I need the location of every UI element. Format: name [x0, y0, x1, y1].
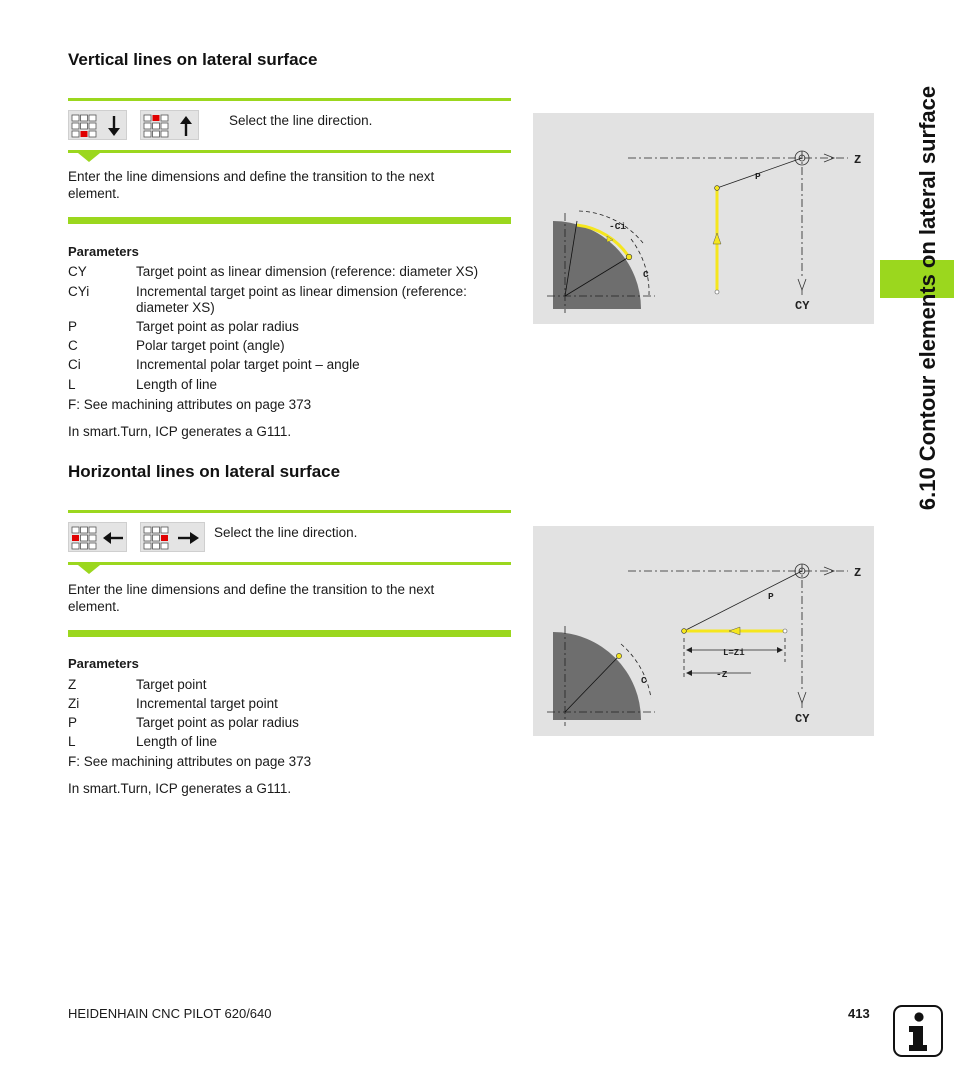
machining-attributes-link[interactable]: F: See machining attributes on page 373	[68, 754, 312, 769]
line-left-button[interactable]	[68, 522, 127, 552]
arrow-up-icon	[177, 115, 195, 137]
param-desc: Target point as polar radius	[136, 715, 299, 730]
step-arrow	[78, 565, 100, 574]
green-rule	[68, 562, 511, 565]
vertical-line-figure	[533, 113, 874, 324]
z-axis-label: Z	[854, 153, 862, 167]
green-rule	[68, 150, 511, 153]
info-icon[interactable]	[893, 1005, 943, 1057]
parameters-title: Parameters	[68, 244, 139, 259]
machining-attributes-link[interactable]: F: See machining attributes on page 373	[68, 397, 312, 412]
param-desc: Length of line	[136, 734, 218, 749]
param-key: Z	[68, 677, 77, 692]
lzi-label: L=Zi	[723, 648, 745, 658]
footer-product: HEIDENHAIN CNC PILOT 620/640	[68, 1006, 272, 1021]
grid-icon	[71, 114, 97, 138]
grid-icon	[143, 526, 169, 550]
minus-z-label: -Z	[716, 669, 728, 680]
enter-text-line1: Enter the line dimensions and define the transition to the next	[68, 582, 435, 597]
line-right-button[interactable]	[140, 522, 205, 552]
arrow-right-icon	[177, 529, 201, 547]
chapter-side-title	[912, 48, 944, 548]
line-up-button[interactable]	[140, 110, 199, 140]
ci-label: -Ci	[609, 221, 627, 232]
param-desc: Polar target point (angle)	[136, 338, 285, 353]
c-label: C	[641, 675, 647, 686]
horizontal-line-figure	[533, 526, 874, 736]
select-direction-text: Select the line direction.	[229, 113, 373, 128]
grid-icon	[143, 114, 169, 138]
param-key: C	[68, 338, 78, 353]
c-label: C	[643, 269, 649, 280]
parameters-title: Parameters	[68, 656, 139, 671]
green-rule-thick	[68, 630, 511, 637]
enter-text-line2: element.	[68, 599, 120, 614]
param-desc: Target point as polar radius	[136, 319, 299, 334]
page-number: 413	[848, 1006, 870, 1021]
smart-turn-note: In smart.Turn, ICP generates a G111.	[68, 424, 292, 439]
green-rule	[68, 510, 511, 513]
section-heading-horizontal: Horizontal lines on lateral surface	[68, 462, 341, 481]
param-desc: Incremental polar target point – angle	[136, 357, 360, 372]
select-direction-text: Select the line direction.	[214, 525, 358, 540]
green-rule	[68, 98, 511, 101]
green-rule-thick	[68, 217, 511, 224]
cy-axis-label: CY	[795, 712, 810, 726]
arrow-left-icon	[102, 529, 124, 547]
cy-axis-label: CY	[795, 299, 810, 313]
param-desc: Incremental target point	[136, 696, 278, 711]
param-desc: Incremental target point as linear dimension (reference:	[136, 284, 467, 299]
section-heading-vertical: Vertical lines on lateral surface	[68, 50, 318, 69]
p-label: P	[768, 591, 774, 602]
param-key: P	[68, 715, 78, 730]
param-desc: Target point	[136, 677, 207, 692]
p-label: P	[755, 171, 761, 182]
param-desc: Target point as linear dimension (reference: diameter XS)	[136, 264, 479, 279]
enter-text-line2: element.	[68, 186, 120, 201]
param-desc: diameter XS)	[136, 300, 215, 315]
param-key: L	[68, 377, 76, 392]
grid-icon	[71, 526, 97, 550]
param-key: P	[68, 319, 78, 334]
chapter-title-text: 6.10 Contour elements on lateral surface	[915, 85, 940, 511]
z-axis-label: Z	[854, 566, 862, 580]
enter-dimensions-text	[68, 168, 508, 202]
param-key: CY	[68, 264, 87, 279]
smart-turn-note: In smart.Turn, ICP generates a G111.	[68, 781, 292, 796]
enter-dimensions-text	[68, 581, 508, 615]
param-key: L	[68, 734, 76, 749]
param-key: Ci	[68, 357, 81, 372]
info-glyph	[895, 1007, 941, 1055]
enter-text-line1: Enter the line dimensions and define the transition to the next	[68, 169, 435, 184]
param-key: Zi	[68, 696, 80, 711]
param-key: CYi	[68, 284, 90, 299]
arrow-down-icon	[105, 115, 123, 137]
step-arrow	[78, 153, 100, 162]
param-desc: Length of line	[136, 377, 218, 392]
line-down-button[interactable]	[68, 110, 127, 140]
